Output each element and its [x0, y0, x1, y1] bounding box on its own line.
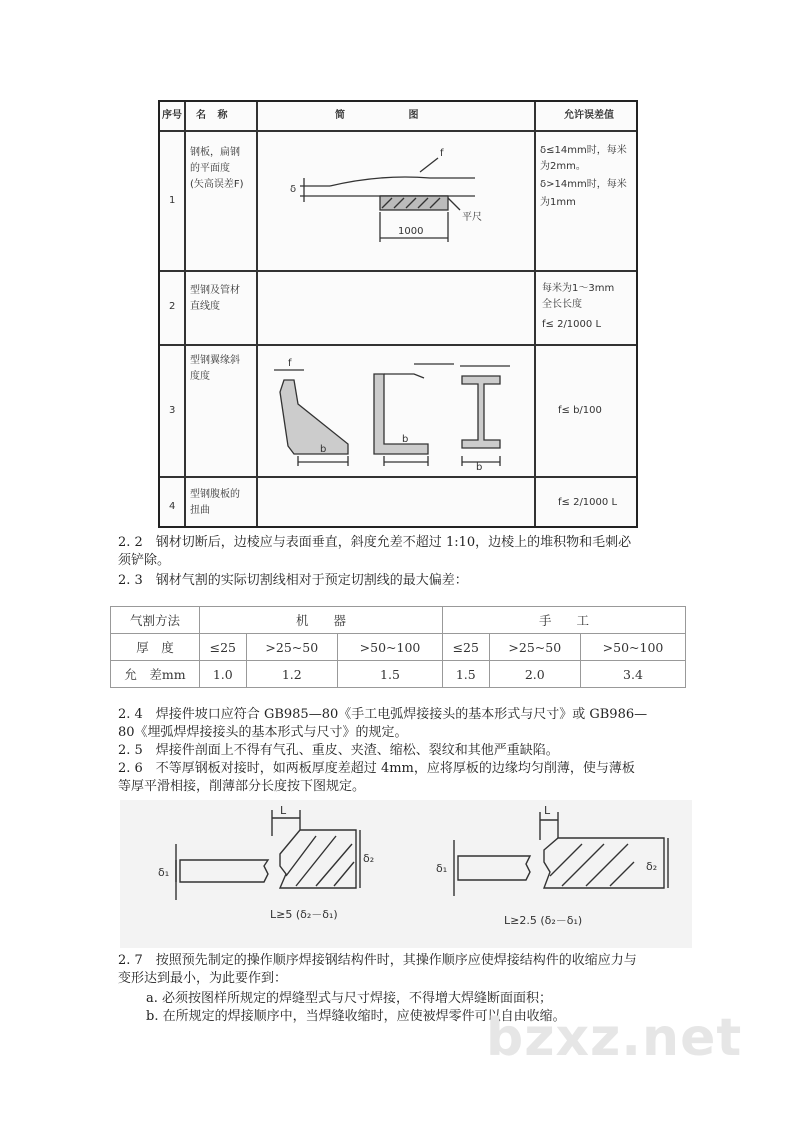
row1-tol-line1: δ≤14mm时，每米	[540, 145, 627, 156]
method-machine: 机 器	[200, 607, 443, 634]
row2-tol-line1: 每米为1～3mm	[542, 283, 615, 294]
fig-left-delta1: δ₁	[158, 866, 170, 879]
flange-slope-diagram	[264, 352, 530, 470]
butt-joint-figure	[120, 800, 692, 948]
thickness-cell: ≤25	[442, 634, 489, 661]
row-label-method: 气割方法	[111, 607, 200, 634]
flatness-label-delta: δ	[290, 184, 297, 195]
row1-tol-line2: 为2mm。	[540, 161, 586, 172]
tolerance-cell: 2.0	[489, 661, 580, 688]
header-tolerance: 允许误差值	[564, 110, 614, 121]
thickness-cell: >50~100	[338, 634, 443, 661]
flatness-label-f: f	[440, 148, 444, 159]
tolerance-cell: 1.2	[246, 661, 337, 688]
para-2-7-item-b: b. 在所规定的焊接顺序中，当焊缝收缩时，应使被焊零件可以自由收缩。	[146, 1009, 566, 1024]
tolerance-cell: 1.0	[200, 661, 247, 688]
para-2-3: 2. 3 钢材气割的实际切割线相对于预定切割线的最大偏差：	[118, 573, 468, 588]
thickness-cell: >25~50	[489, 634, 580, 661]
row3-tol-line1: f≤ b/100	[558, 405, 602, 416]
fig-left-L: L	[280, 804, 287, 817]
header-figure: 简 图	[335, 110, 449, 121]
table-row	[111, 607, 686, 634]
row1-name-line2: 的平面度	[190, 163, 230, 174]
row2-no: 2	[169, 301, 176, 312]
tolerance-cell: 1.5	[442, 661, 489, 688]
row2-tol-line3: f≤ 2/1000 L	[542, 319, 602, 330]
row1-tol-line3: δ>14mm时，每米	[540, 179, 627, 190]
row3-name-line2: 度度	[190, 371, 210, 382]
tolerance-cell: 1.5	[338, 661, 443, 688]
para-2-2-line2: 须铲除。	[118, 553, 171, 568]
row1-tol-line4: 为1mm	[540, 197, 576, 208]
row3-no: 3	[169, 405, 176, 416]
fig-left-formula: L≥5 (δ₂－δ₁)	[270, 908, 338, 921]
row-label-tolerance: 允 差mm	[111, 661, 200, 688]
para-2-7-line2: 变形达到最小，为此要作到：	[118, 971, 288, 986]
gas-cutting-tolerance-table	[110, 606, 686, 688]
thickness-cell: ≤25	[200, 634, 247, 661]
row3-name-line1: 型钢翼缘斜	[190, 355, 240, 366]
slope-label-b3: b	[476, 462, 483, 470]
para-2-6-line1: 2. 6 不等厚钢板对接时，如两板厚度差超过 4mm，应将厚板的边缘均匀削薄，使与薄板	[118, 761, 635, 776]
flatness-label-ruler: 平尺	[462, 212, 482, 223]
row2-name-line1: 型钢及管材	[190, 285, 240, 296]
row1-name-line1: 钢板，扁钢	[190, 147, 240, 158]
row4-name-line2: 扭曲	[190, 505, 210, 516]
fig-right-formula: L≥2.5 (δ₂－δ₁)	[504, 914, 583, 927]
flatness-label-1000: 1000	[398, 226, 424, 237]
para-2-4-line2: 80《埋弧焊焊接接头的基本形式与尺寸》的规定。	[118, 725, 408, 740]
fig-right-L: L	[544, 804, 551, 817]
row1-name-line3: (矢高误差F)	[190, 179, 244, 190]
row1-no: 1	[169, 195, 176, 206]
header-no: 序号	[162, 110, 182, 121]
table-row	[111, 634, 686, 661]
row-label-thickness: 厚 度	[111, 634, 200, 661]
para-2-7-item-a: a. 必须按图样所规定的焊缝型式与尺寸焊接，不得增大焊缝断面面积；	[146, 991, 553, 1006]
para-2-2-line1: 2. 2 钢材切断后，边棱应与表面垂直，斜度允差不超过 1:10，边棱上的堆积物和毛刺必	[118, 535, 632, 550]
row4-no: 4	[169, 501, 176, 512]
para-2-7-line1: 2. 7 按照预先制定的操作顺序焊接钢结构件时，其操作顺序应使焊接结构件的收缩应力与	[118, 953, 637, 968]
flatness-diagram	[270, 138, 520, 262]
row2-tol-line2: 全长长度	[542, 299, 582, 310]
row4-tol-line1: f≤ 2/1000 L	[558, 497, 618, 508]
row2-name-line2: 直线度	[190, 301, 220, 312]
slope-label-f: f	[288, 358, 292, 369]
fig-left-delta2: δ₂	[363, 852, 375, 865]
header-name: 名 称	[196, 110, 232, 121]
para-2-5: 2. 5 焊接件剖面上不得有气孔、重皮、夹渣、缩松、裂纹和其他严重缺陷。	[118, 743, 559, 758]
tolerance-cell: 3.4	[581, 661, 686, 688]
watermark-logo: bzxz.net	[486, 1008, 743, 1068]
para-2-6-line2: 等厚平滑相接，削薄部分长度按下图规定。	[118, 779, 366, 794]
tolerance-scan-table	[158, 100, 638, 528]
para-2-4-line1: 2. 4 焊接件坡口应符合 GB985—80《手工电弧焊接接头的基本形式与尺寸》或 GB986—	[118, 707, 648, 722]
butt-joint-diagram	[120, 800, 692, 948]
table-row	[111, 661, 686, 688]
row4-name-line1: 型钢腹板的	[190, 489, 240, 500]
slope-label-b2: b	[402, 434, 409, 445]
thickness-cell: >50~100	[581, 634, 686, 661]
fig-right-delta2: δ₂	[646, 860, 658, 873]
fig-right-delta1: δ₁	[436, 862, 448, 875]
slope-label-b1: b	[320, 444, 327, 455]
thickness-cell: >25~50	[246, 634, 337, 661]
method-manual: 手 工	[442, 607, 685, 634]
